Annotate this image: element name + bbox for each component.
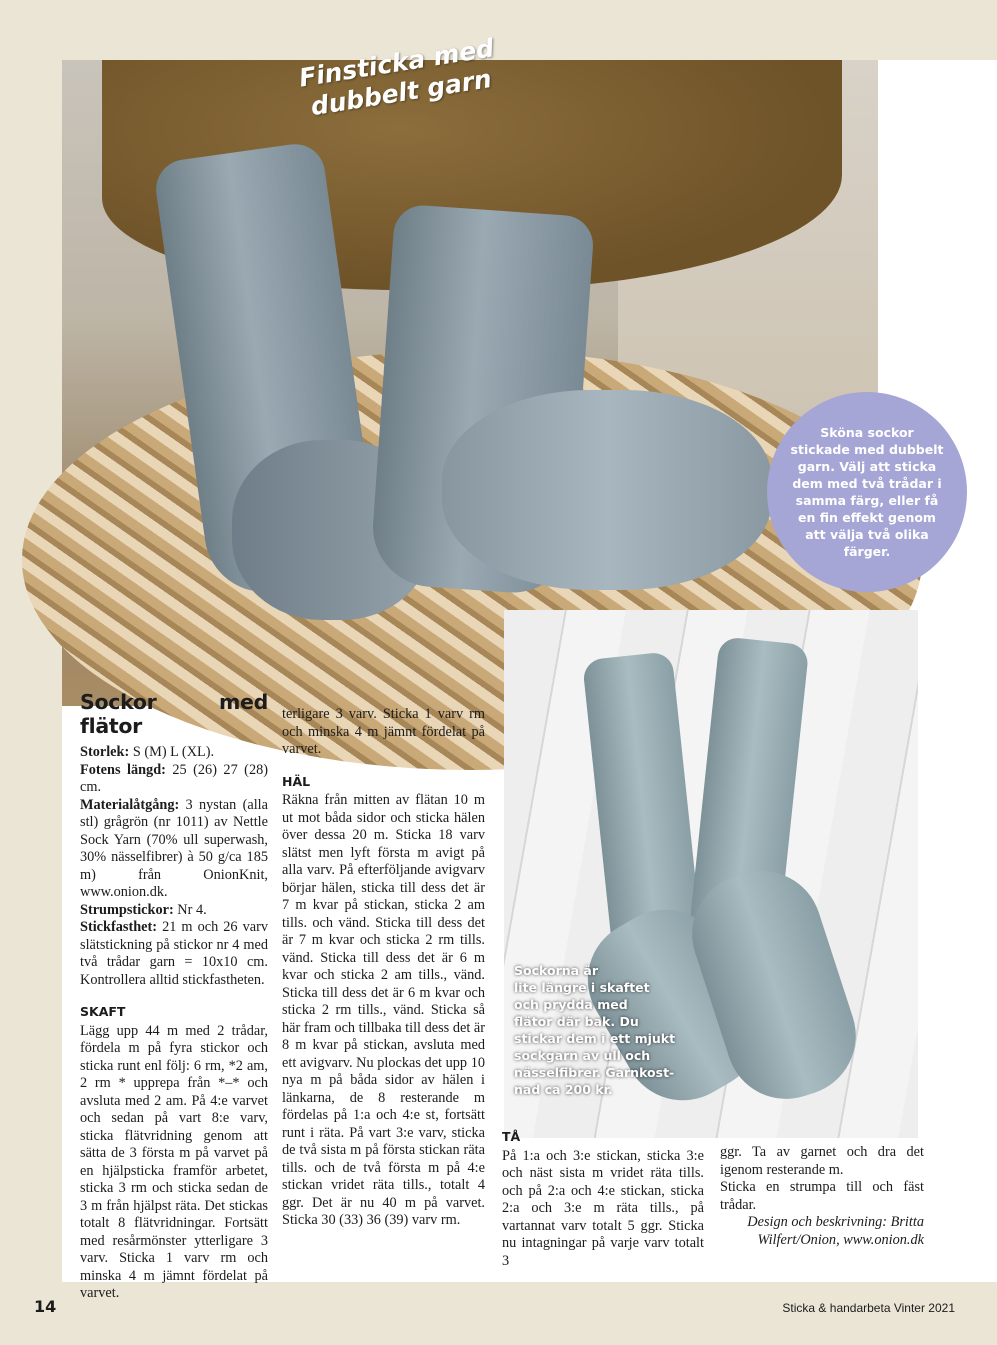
foot-line (80, 762, 268, 797)
column-1 (80, 690, 268, 1301)
gauge-value: 21 m och 26 varv slätstickning på stickor nr 4 med två trådar garn = 10x10 cm. Kontrollera alltid stickfastheten. (80, 919, 268, 988)
pattern-title: Sockor med flätor (80, 690, 268, 738)
needles-value: Nr 4. (173, 901, 207, 918)
headline: Finsticka med dubbelt garn (297, 33, 496, 122)
material-value: 3 nystan (alla stl) grågrön (nr 1011) av Nettle Sock Yarn (70% ull superwash, 30% nässelfibrer) à 50 g/ca 185 m) från OnionKnit, www.onion.dk. (80, 796, 268, 900)
ta-heading: TÅ (502, 1129, 521, 1144)
needles-line (80, 902, 268, 920)
caption-bubble (767, 392, 967, 592)
ta-text-cont: ggr. Ta av garnet och dra det igenom resterande m. (720, 1144, 924, 1178)
skaft-text-cont: terligare 3 varv. Sticka 1 varv rm och minska 4 m jämnt fördelat på varvet. (282, 706, 485, 757)
page (62, 33, 997, 1301)
hal-heading: HÄL (282, 773, 311, 789)
foot-value: 25 (26) 27 (28) cm. (80, 761, 268, 795)
design-credit: Design och beskrivning: Britta Wilfert/Onion, www.onion.dk (747, 1214, 924, 1248)
skaft-text: Lägg upp 44 m med 2 trådar, fördela m på fyra stickor och sticka runt enl följ: 6 rm, *2 am, 2 rm * upprepa från *–* och avsluta med 2 am. På 4:e varvet och sedan på vart 8:e varv, sticka flätvridning genom att sätta de 3 första m på varvet på en hjälpsticka framför arbetet, sticka 3 rm och sticka sedan de 3 m från hjälpst räta. Det stickas totalt 8 flätvridningar. Fortsätt med resårmönster ytterligare 3 varv. Sticka 1 varv rm och minska 4 m jämnt fördelat på varvet. (80, 1022, 268, 1301)
size-line (80, 744, 268, 762)
ta-text: På 1:a och 3:e stickan, sticka 3:e och näst sista m vridet räta tills. och på 2:a och 4:e stickan, sticka 2:a och 3:e m räta tills., på vartannat varv totalt 5 ggr. Sticka nu intagningar på varje varv totalt 3 (502, 1147, 704, 1269)
size-label: Storlek: (80, 744, 130, 760)
column-3 (502, 1128, 704, 1270)
skaft-heading: SKAFT (80, 1004, 126, 1019)
gauge-line (80, 919, 268, 989)
inset-photo (504, 610, 918, 1138)
column-2 (282, 706, 485, 1230)
material-label: Materialåtgång: (80, 796, 180, 813)
caption-bubble-text: Sköna sockor stickade med dubbelt garn. Välj att sticka dem med två trådar i samma färg, eller få en fin effekt genom att välja två olika färger. (790, 425, 944, 559)
needles-label: Strumpstickor: (80, 901, 174, 918)
foot-label: Fotens längd: (80, 761, 166, 778)
inset-caption: Sockorna är lite längre i skaftet och prydda med flätor där bak. Du stickar dem i ett mjukt sockgarn av ull och nässelfibrer. Garnkost- nad ca 200 kr. (514, 963, 676, 1097)
magazine-name: Sticka & handarbeta Vinter 2021 (782, 1301, 955, 1315)
size-value: S (M) L (XL). (129, 744, 215, 760)
gauge-label: Stickfasthet: (80, 919, 158, 935)
hal-text: Räkna från mitten av flätan 10 m ut mot båda sidor och sticka hälen över dessa 20 m. Sticka 18 varv slätst men lyft första m avigt på alla varv. På efterföljande avigvarv börjar hälen, sticka till dess det är 7 m kvar på stickan, sticka 2 am tills. och vänd. Sticka till dess det är 7 m kvar och sticka 2 rm tills. vänd. Sticka till dess det är 6 m kvar och sticka 2 am tills., vänd. Sticka till dess det är 6 m kvar och sticka 2 rm tills., vänd. Sticka så här fram och tillbaka till dess det är 8 m kvar på stickan, avsluta med ett avigvarv. Nu plockas det upp 10 nya m på båda sidor av hälen i länkarna, de 8 resterande m fördelas på 1:a och 4:e st, fortsätt runt i räta. På vart 3:e varv, sticka de två sista m på första stickan räta tills. och de två första m på 4:e stickan vridet räta tills., totalt 4 ggr. Det är nu 40 m på varvet. Sticka 30 (33) 36 (39) varv rm. (282, 792, 485, 1228)
finish-text: Sticka en strumpa till och fäst trådar. (720, 1179, 924, 1213)
page-number: 14 (34, 1297, 57, 1316)
material-line (80, 797, 268, 902)
column-4 (720, 1144, 924, 1249)
